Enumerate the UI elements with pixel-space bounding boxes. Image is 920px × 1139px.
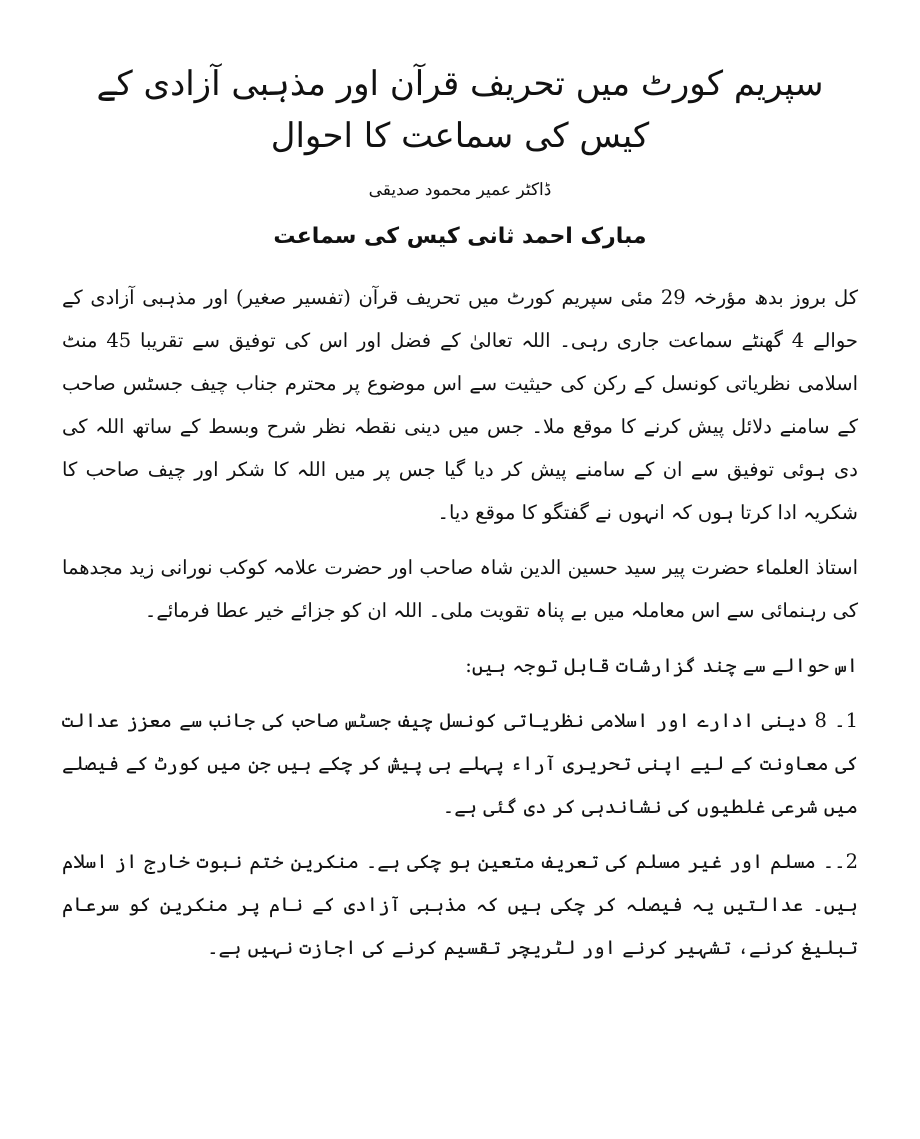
article-title: سپریم کورٹ میں تحریف قرآن اور مذہبی آزادی کے کیس کی سماعت کا احوال	[96, 64, 824, 156]
article-subtitle: مبارک احمد ثانی کیس کی سماعت	[273, 224, 647, 249]
paragraph-points-intro: اس حوالے سے چند گزارشات قابل توجہ ہیں:	[465, 654, 858, 677]
paragraph-point-1: 1۔ 8 دینی ادارے اور اسلامی نظریاتی کونسل چیف جسٹس صاحب کی جانب سے معزز عدالت کی معاونت کے لیے اپنی تحریری آراء پہلے ہی پیش کر چکے ہیں جن میں کورٹ کے فیصلے میں شرعی غلطیوں کی نشاندہی کر دی گئی ہے۔	[62, 709, 858, 818]
paragraph-acknowledgement: استاذ العلماء حضرت پیر سید حسین الدین شاہ صاحب اور حضرت علامہ کوکب نورانی زید مجدھما کی رہنمائی سے اس معاملہ میں بے پناہ تقویت ملی۔ اللہ ان کو جزائے خیر عطا فرمائے۔	[62, 556, 858, 622]
paragraph-point-2: 2۔۔ مسلم اور غیر مسلم کی تعریف متعین ہو چکی ہے۔ منکرین ختم نبوت خارج از اسلام ہیں۔ عدالتیں یہ فیصلہ کر چکی ہیں کہ مذہبی آزادی کے نام پر منکرین کو سرعام تبلیغ کرنے، تشہیر کرنے اور لٹریچر تقسیم کرنے کی اجازت نہیں ہے۔	[62, 850, 858, 959]
paragraph-hearing-summary: کل بروز بدھ مؤرخہ 29 مئی سپریم کورٹ میں تحریف قرآن (تفسیر صغیر) اور مذہبی آزادی کے حوالے 4 گھنٹے سماعت جاری رہی۔ اللہ تعالیٰ کے فضل اور اس کی توفیق سے تقریبا 45 منٹ اسلامی نظریاتی کونسل کے رکن کی حیثیت سے اس موضوع پر محترم جناب چیف جسٹس صاحب کے سامنے دلائل پیش کرنے کا موقع ملا۔ جس میں دینی نقطہ نظر شرح وبسط کے ساتھ اللہ کی دی ہوئی توفیق سے ان کے سامنے پیش کر دیا گیا جس پر میں اللہ کا شکر اور چیف صاحب کا شکریہ ادا کرتا ہوں کہ انہوں نے گفتگو کا موقع دیا۔	[62, 286, 858, 524]
author-name: ڈاکٹر عمیر محمود صدیقی	[368, 180, 552, 200]
